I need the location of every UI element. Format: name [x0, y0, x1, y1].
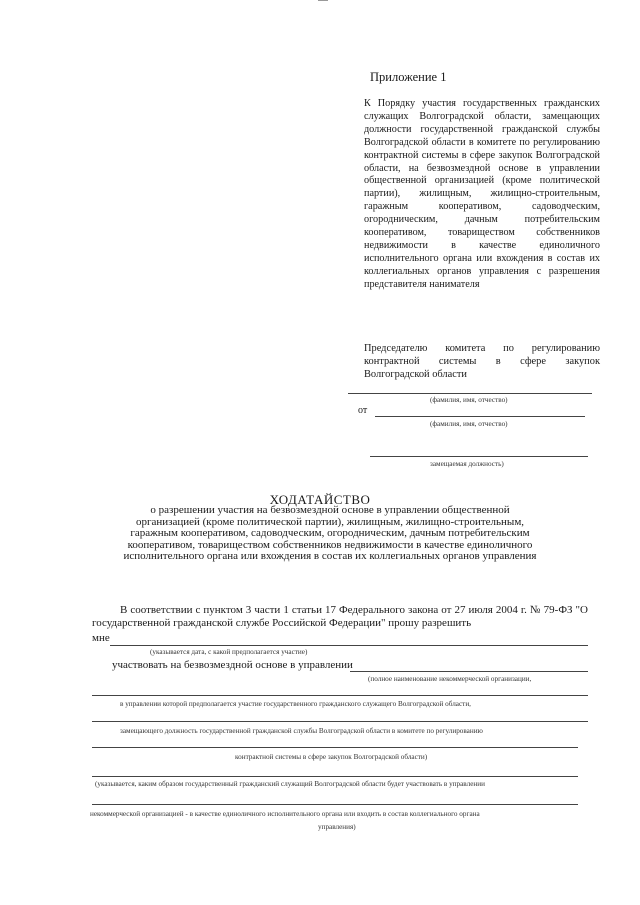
- date-line: [110, 645, 588, 646]
- role-caption-end: управления): [318, 823, 356, 831]
- fio-line-1: [348, 393, 592, 394]
- fio-line-2: [375, 416, 585, 417]
- scan-mark: [318, 0, 328, 3]
- participate-text: участвовать на безвозмездной основе в управлении: [112, 659, 353, 671]
- org-name-line: [350, 671, 588, 672]
- word-me: мне: [92, 632, 110, 644]
- position-caption: замещаемая должность): [430, 460, 504, 468]
- appendix-title: Приложение 1: [370, 70, 447, 84]
- contract-system-line: [92, 747, 578, 748]
- management-caption: в управлении которой предполагается участие государственного гражданского служащего Волгоградской области,: [120, 700, 471, 708]
- contract-system-caption: контрактной системы в сфере закупок Волгоградской области): [235, 753, 428, 761]
- appendix-description: К Порядку участия государственных гражданских служащих Волгоградской области, замещающих должности государственной гражданской службы Волгоградской области в комитете по регулированию контрактной системы в сфере закупок Волгоградской области, на безвозмездной основе в управлении общественной организацией (кроме политической партии), жилищным, жилищно-строительным, гаражным кооперативом, садоводческим, огородническим, дачным потребительским кооперативом, товариществом собственников недвижимости в качестве единоличного исполнительного органа или вхождения в состав их коллегиальных органов управления с разрешения представителя нанимателя: [364, 98, 600, 290]
- org-name-caption: (полное наименование некоммерческой организации,: [368, 675, 532, 683]
- fio-caption-2: (фамилия, имя, отчество): [430, 420, 508, 428]
- management-line: [92, 695, 588, 696]
- position-line: [370, 456, 588, 457]
- addressee-block: Председателю комитета по регулированию контрактной системы в сфере закупок Волгоградской области: [364, 343, 600, 380]
- petition-subtitle: о разрешении участия на безвозмездной основе в управлении общественной организацией (кроме политической партии), жилищным, жилищно-строительным, гаражным кооперативом, садоводческим, огородническим, дачным потребительским кооперативом, товариществом собственников недвижимости в качестве единоличного исполнительного органа или вхождения в состав их коллегиальных органов управления: [123, 504, 537, 562]
- how-line: [92, 776, 578, 777]
- petition-paragraph-text: В соответствии с пунктом 3 части 1 статьи 17 Федерального закона от 27 июля 2004 г. № 79-ФЗ "О государственной гражданской службе Российской Федерации" прошу разрешить: [92, 604, 588, 629]
- committee-line: [92, 721, 588, 722]
- role-caption: некоммерческой организацией - в качестве единоличного исполнительного органа или входить в состав коллегиального органа: [90, 810, 480, 818]
- petition-title: ХОДАТАЙСТВО: [269, 492, 371, 507]
- committee-caption: замещающего должность государственной гражданской службы Волгоградской области в комитете по регулированию: [120, 727, 483, 735]
- from-label: от: [358, 405, 368, 416]
- date-caption: (указывается дата, с какой предполагается участие): [150, 648, 308, 656]
- how-caption: (указывается, каким образом государственный гражданский служащий Волгоградской области будет участвовать в управлении: [95, 780, 485, 788]
- fio-caption-1: (фамилия, имя, отчество): [430, 396, 508, 404]
- role-line: [92, 804, 578, 805]
- petition-paragraph: [92, 604, 588, 630]
